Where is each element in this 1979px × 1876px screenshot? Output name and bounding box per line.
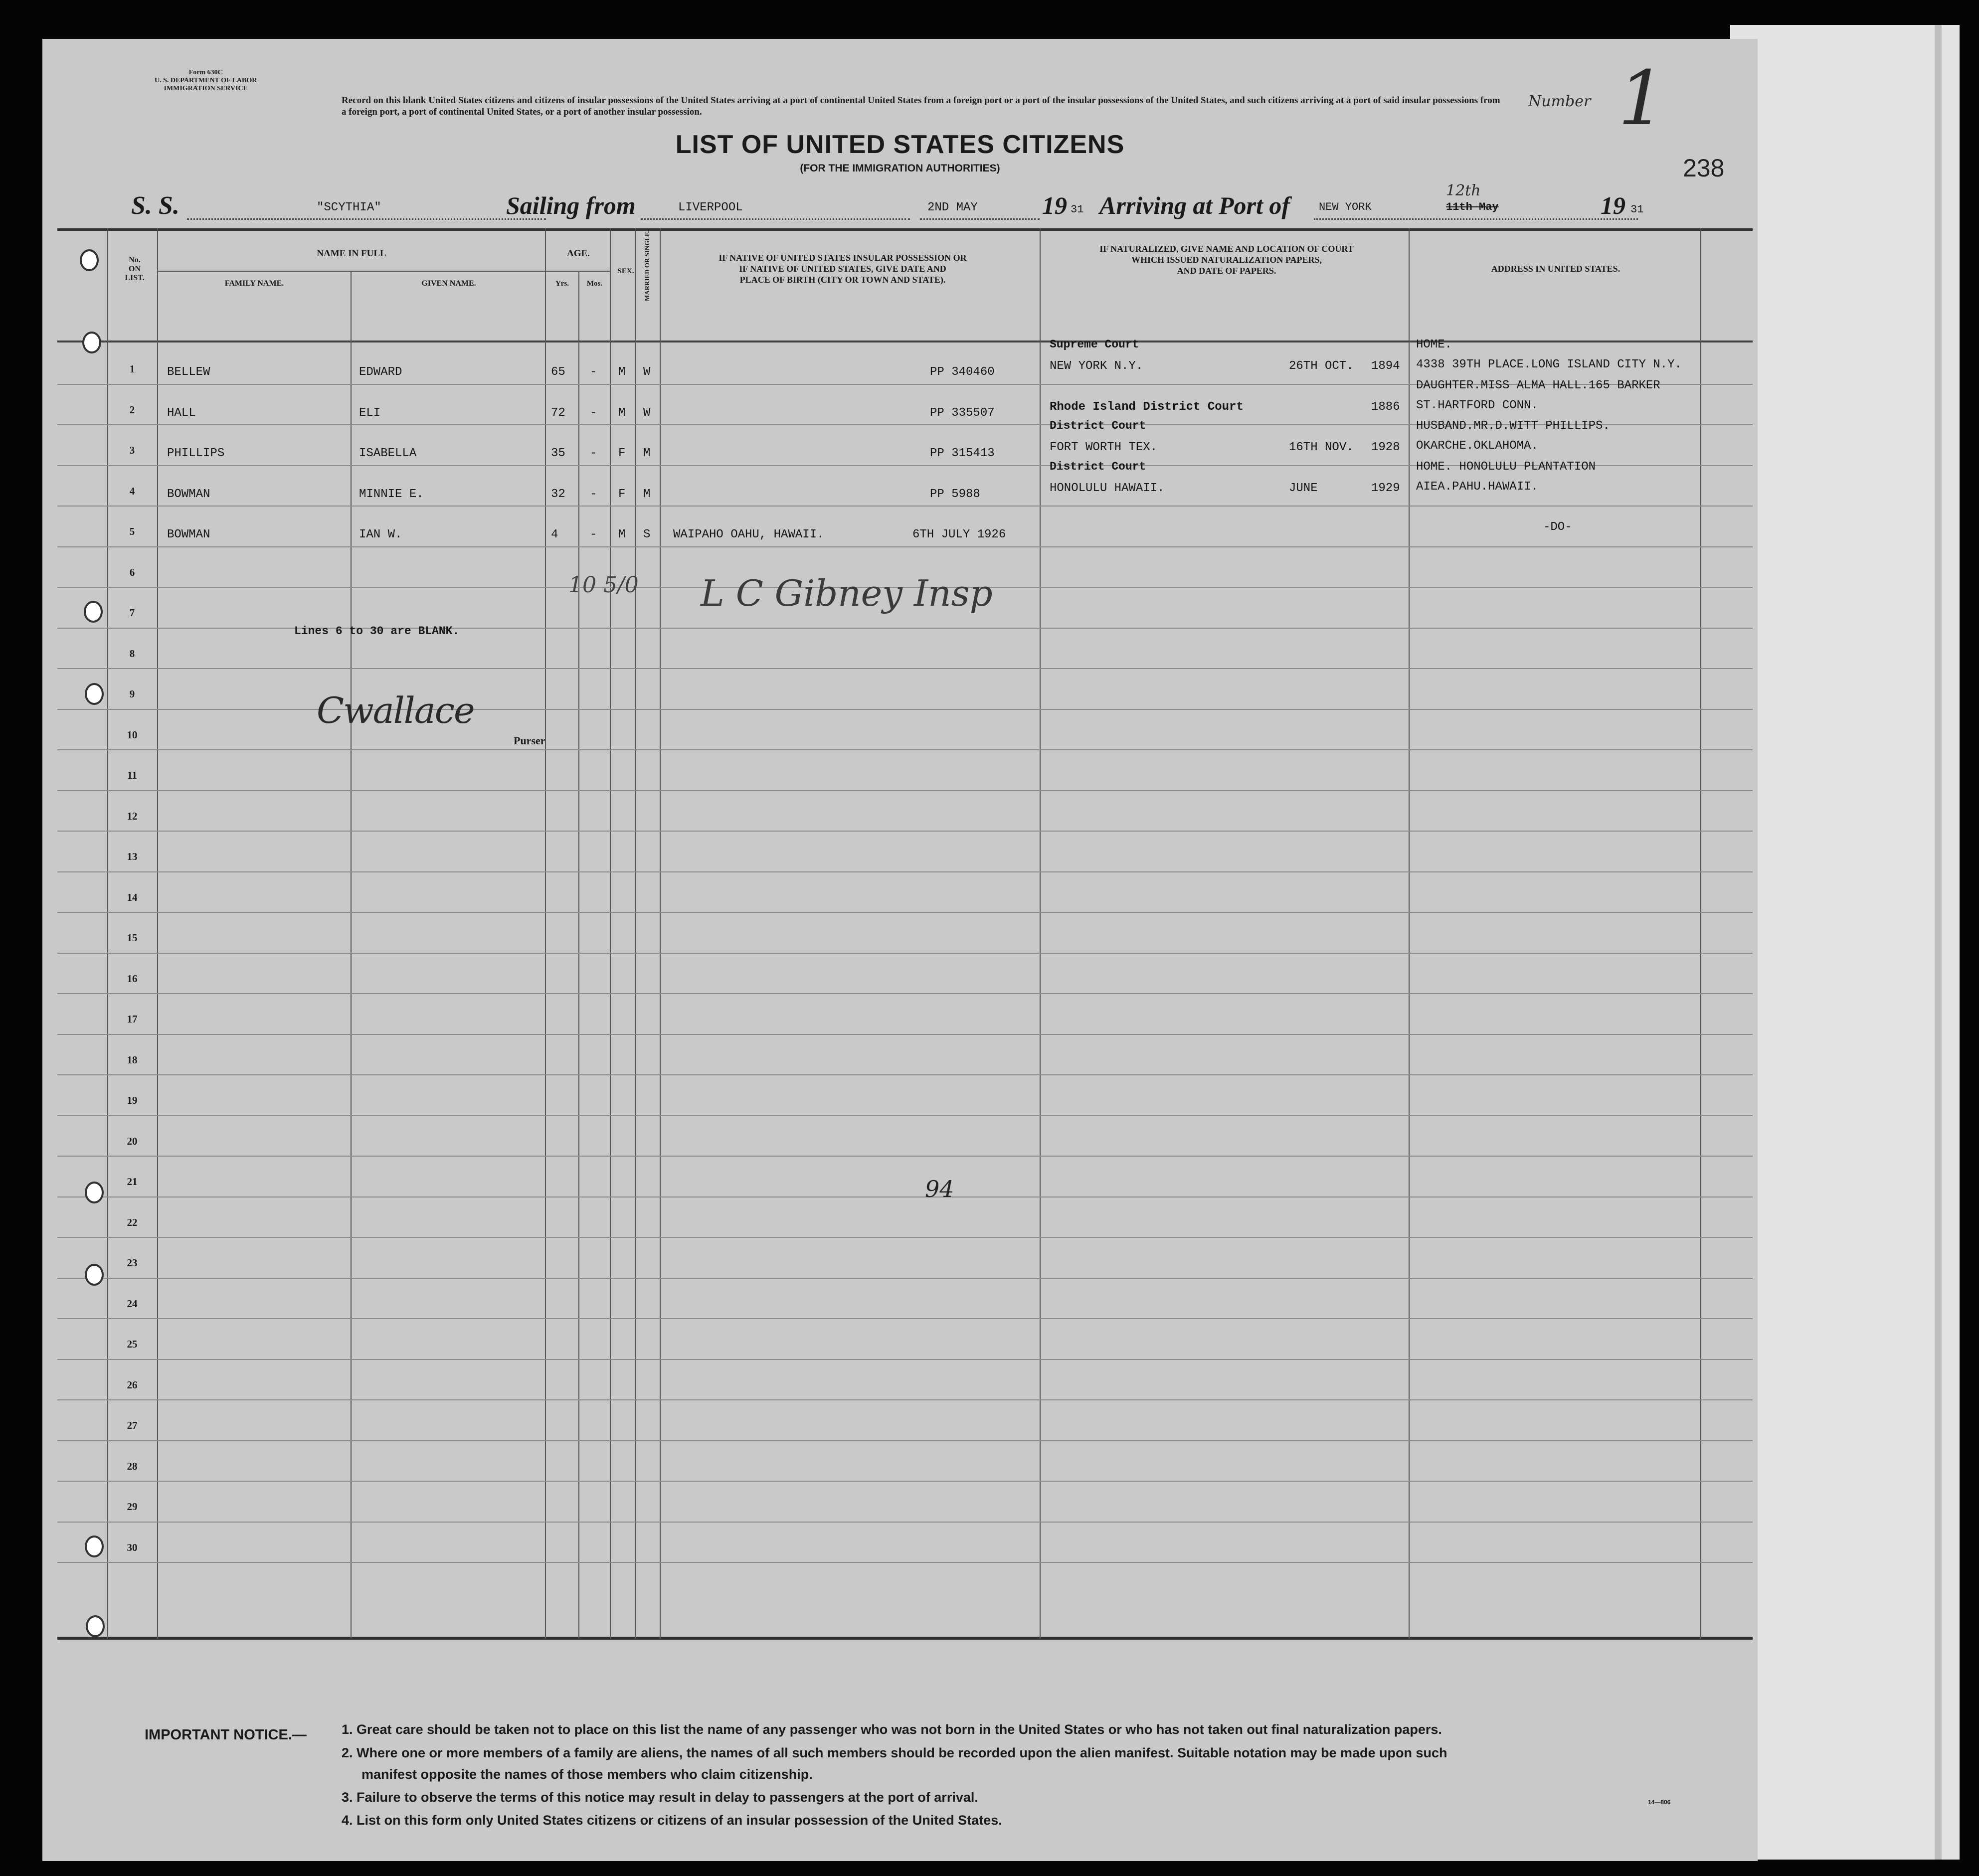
sailing-from: LIVERPOOL — [678, 201, 743, 214]
row-number: 7 — [129, 607, 135, 619]
inspector-signature: L C Gibney Insp — [701, 572, 993, 614]
header-age: AGE. — [567, 248, 590, 259]
arrival-port: NEW YORK — [1319, 201, 1372, 213]
row-number: 4 — [129, 485, 135, 497]
header-naturalization — [1042, 243, 1411, 276]
papers-year: 1929 — [1371, 481, 1400, 495]
header-sex: SEX. — [617, 267, 634, 275]
papers-date: 26TH OCT. — [1289, 359, 1354, 373]
ship-underline — [187, 218, 546, 220]
col-rule-naturalization — [1409, 228, 1410, 1639]
col-rule-married — [660, 228, 661, 1639]
sex: M — [618, 365, 626, 379]
row-rule — [57, 1481, 1753, 1482]
col-rule-family — [351, 271, 352, 1639]
court-location: Rhode Island District Court — [1050, 400, 1244, 414]
sailing-date: 2ND MAY — [927, 201, 978, 214]
col-rule-margin — [107, 228, 108, 1639]
number-label: Number — [1528, 93, 1591, 110]
address-line-1: HUSBAND.MR.D.WITT PHILLIPS. — [1416, 419, 1610, 433]
passport-number: PP 335507 — [930, 406, 995, 420]
col-rule-yrs — [578, 271, 579, 1639]
row-rule — [57, 1196, 1753, 1197]
address-line-2: OKARCHE.OKLAHOMA. — [1416, 439, 1538, 453]
court-location: HONOLULU HAWAII. — [1050, 481, 1165, 495]
form-id — [155, 69, 257, 93]
row-rule — [57, 871, 1753, 872]
header-birthplace-3: PLACE OF BIRTH (CITY OR TOWN AND STATE). — [739, 275, 946, 285]
marital-status: M — [643, 447, 651, 460]
papers-year: 1886 — [1371, 400, 1400, 414]
address-line-2: 4338 39TH PLACE.LONG ISLAND CITY N.Y. — [1416, 358, 1682, 371]
row-number: 1 — [129, 363, 135, 375]
row-rule — [57, 1034, 1753, 1035]
col-rule-sex — [635, 228, 636, 1639]
marital-status: W — [643, 365, 651, 379]
sex: M — [618, 406, 626, 420]
papers-year: 1928 — [1371, 441, 1400, 454]
court-name: District Court — [1050, 460, 1146, 473]
marital-status: S — [643, 528, 651, 541]
handwritten-count: 94 — [925, 1176, 954, 1202]
header-family-name: FAMILY NAME. — [224, 279, 284, 288]
row-number: 18 — [127, 1053, 138, 1066]
age-years: 32 — [551, 487, 565, 501]
address-line-2: -DO- — [1543, 520, 1572, 534]
sailing-year: 31 — [1071, 203, 1084, 216]
notice-1: 1. Great care should be taken not to place on this list the name of any passenger who was not born in the United States or who has not taken out final naturalization papers. — [342, 1722, 1442, 1737]
row-number: 10 — [127, 728, 138, 741]
row-number: 8 — [129, 647, 135, 660]
court-location: NEW YORK N.Y. — [1050, 359, 1143, 373]
col-rule-given — [545, 228, 546, 1639]
birth-date: 6TH JULY 1926 — [912, 528, 1006, 541]
family-name: HALL — [167, 406, 196, 420]
row-rule — [57, 749, 1753, 750]
arrival-year: 31 — [1630, 203, 1644, 216]
year-prefix: 19 — [1042, 191, 1067, 219]
age-years: 72 — [551, 406, 565, 420]
row-number: 22 — [127, 1216, 138, 1228]
binder-hole — [86, 1615, 105, 1637]
row-rule — [57, 1237, 1753, 1238]
address-line-1: DAUGHTER.MISS ALMA HALL.165 BARKER — [1416, 378, 1660, 392]
col-rule-mos — [610, 228, 611, 1639]
sex: F — [618, 447, 626, 460]
row-rule — [57, 1278, 1753, 1279]
given-name: EDWARD — [359, 365, 402, 379]
row-number: 3 — [129, 444, 135, 456]
papers-year: 1894 — [1371, 359, 1400, 373]
header-birthplace — [661, 252, 1025, 285]
notice-2-cont: manifest opposite the names of those members who claim citizenship. — [361, 1767, 813, 1782]
header-no-1: No. — [129, 256, 141, 264]
header-bottom-rule — [57, 341, 1753, 342]
age-months: - — [590, 487, 597, 501]
header-birthplace-1: IF NATIVE OF UNITED STATES INSULAR POSSESSION OR — [719, 253, 967, 263]
age-years: 65 — [551, 365, 565, 379]
arrival-date: 11th May — [1446, 201, 1499, 213]
row-rule — [57, 668, 1753, 669]
family-name: PHILLIPS — [167, 447, 225, 460]
table-bottom-rule — [57, 1637, 1753, 1640]
age-years: 4 — [551, 528, 558, 541]
row-rule — [57, 1359, 1753, 1360]
row-rule — [57, 1156, 1753, 1157]
page-title: LIST OF UNITED STATES CITIZENS — [675, 130, 1125, 159]
number-value: 1 — [1618, 55, 1666, 142]
from-underline — [641, 218, 910, 220]
row-number: 15 — [127, 932, 138, 944]
row-number: 27 — [127, 1419, 138, 1431]
header-name-in-full: NAME IN FULL — [317, 248, 386, 259]
back-sheet-edge — [1935, 25, 1942, 1860]
row-rule — [57, 1318, 1753, 1319]
row-rule — [57, 1399, 1753, 1400]
row-number: 28 — [127, 1460, 138, 1472]
row-number: 17 — [127, 1013, 138, 1025]
manifest-table — [57, 228, 1753, 1642]
header-no-2: ON — [129, 265, 141, 273]
row-number: 19 — [127, 1094, 138, 1106]
age-months: - — [590, 406, 597, 420]
age-months: - — [590, 447, 597, 460]
binder-hole — [82, 332, 101, 353]
form-number: Form 630C — [188, 69, 223, 76]
subheader-rule — [157, 271, 611, 272]
family-name: BOWMAN — [167, 487, 210, 501]
notice-4: 4. List on this form only United States citizens or citizens of an insular possession of the United States. — [342, 1813, 1002, 1828]
row-number: 29 — [127, 1501, 138, 1513]
age-years: 35 — [551, 447, 565, 460]
page-number: 238 — [1683, 154, 1725, 182]
marital-status: M — [643, 487, 651, 501]
address-line-2: ST.HARTFORD CONN. — [1416, 398, 1538, 412]
row-number: 25 — [127, 1338, 138, 1350]
binder-hole — [84, 601, 103, 623]
row-rule — [57, 1074, 1753, 1075]
given-name: IAN W. — [359, 528, 402, 541]
given-name: MINNIE E. — [359, 487, 424, 501]
row-rule — [57, 1522, 1753, 1523]
row-number: 30 — [127, 1541, 138, 1553]
row-rule — [57, 912, 1753, 913]
back-sheet — [1730, 25, 1960, 1860]
header-naturalization-1: IF NATURALIZED, GIVE NAME AND LOCATION OF COURT — [1099, 244, 1354, 254]
papers-date: JUNE — [1289, 481, 1318, 495]
row-rule — [57, 1115, 1753, 1116]
birthplace: WAIPAHO OAHU, HAWAII. — [673, 528, 824, 541]
row-rule — [57, 831, 1753, 832]
header-yrs: Yrs. — [555, 280, 569, 288]
row-rule — [57, 1562, 1753, 1563]
arriving-label: Arriving at Port of — [1099, 191, 1290, 219]
row-number: 13 — [127, 851, 138, 862]
col-rule-birth — [1040, 228, 1041, 1639]
family-name: BELLEW — [167, 365, 210, 379]
header-given-name: GIVEN NAME. — [421, 279, 476, 288]
age-months: - — [590, 528, 597, 541]
department: U. S. DEPARTMENT OF LABOR — [155, 77, 257, 84]
row-number: 24 — [127, 1297, 138, 1310]
row-number: 11 — [127, 769, 137, 781]
purser-signature: Cwallace — [317, 689, 474, 731]
header-no — [112, 256, 157, 283]
notice-2: 2. Where one or more members of a family are aliens, the names of all such members should be recorded upon the alien manifest. Suitable notation may be made upon such — [342, 1745, 1447, 1760]
papers-date: 16TH NOV. — [1289, 441, 1354, 454]
passport-number: PP 340460 — [930, 365, 995, 379]
blank-lines-note: Lines 6 to 30 are BLANK. — [294, 625, 460, 638]
service: IMMIGRATION SERVICE — [164, 85, 248, 92]
given-name: ISABELLA — [359, 447, 417, 460]
purser-label: Purser — [514, 734, 545, 747]
row-number: 2 — [129, 403, 135, 416]
table-top-rule — [57, 228, 1753, 231]
instructions: Record on this blank United States citizens and citizens of insular possessions of the United States arriving at a port of continental United States from a foreign port or a port of the insular possessions of the United States, and such citizens arriving at a port of said insular possessions from a foreign port, a port of continental United States, or a port of another insular possession. — [342, 95, 1500, 117]
age-months: - — [590, 365, 597, 379]
court-name: Supreme Court — [1050, 338, 1139, 351]
binder-hole — [80, 249, 99, 271]
arrival-date-handwritten: 12th — [1446, 182, 1481, 199]
arrival-underline — [1314, 218, 1638, 220]
row-number: 26 — [127, 1378, 138, 1391]
sailing-label: Sailing from — [506, 191, 636, 219]
sex: M — [618, 528, 626, 541]
court-location: FORT WORTH TEX. — [1050, 441, 1158, 454]
header-address: ADDRESS IN UNITED STATES. — [1491, 264, 1620, 274]
marital-status: W — [643, 406, 651, 420]
given-name: ELI — [359, 406, 381, 420]
ss-label: S. S. — [131, 191, 180, 220]
header-mos: Mos. — [586, 280, 603, 288]
notice-3: 3. Failure to observe the terms of this notice may result in delay to passengers at the port of arrival. — [342, 1790, 978, 1805]
row-rule — [57, 546, 1753, 547]
row-rule — [57, 993, 1753, 994]
address-line-1: HOME. HONOLULU PLANTATION — [1416, 460, 1596, 474]
header-no-3: LIST. — [125, 274, 145, 282]
date-underline — [920, 218, 1040, 220]
binder-hole — [85, 1182, 104, 1203]
row-number: 9 — [129, 688, 135, 700]
row-number: 6 — [129, 566, 135, 578]
binder-hole — [85, 1264, 104, 1286]
notice-title: IMPORTANT NOTICE.— — [145, 1727, 307, 1743]
passport-number: PP 315413 — [930, 447, 995, 460]
family-name: BOWMAN — [167, 528, 210, 541]
header-naturalization-3: AND DATE OF PAPERS. — [1177, 266, 1276, 276]
court-name: District Court — [1050, 419, 1146, 432]
voyage-line — [42, 182, 1758, 226]
row-number: 5 — [129, 525, 135, 537]
arrival-year-prefix: 19 — [1601, 191, 1625, 219]
row-number: 14 — [127, 891, 138, 903]
row-number: 21 — [127, 1176, 138, 1188]
sex: F — [618, 487, 626, 501]
header-birthplace-2: IF NATIVE OF UNITED STATES, GIVE DATE AND — [739, 264, 946, 274]
row-rule — [57, 506, 1753, 507]
address-line-2: AIEA.PAHU.HAWAII. — [1416, 480, 1538, 494]
row-rule — [57, 1440, 1753, 1441]
col-rule-no — [157, 228, 158, 1639]
row-number: 12 — [127, 810, 138, 822]
ship-name: "SCYTHIA" — [317, 201, 381, 214]
passport-number: PP 5988 — [930, 487, 980, 501]
row-number: 20 — [127, 1135, 138, 1147]
binder-hole — [85, 1535, 104, 1557]
handwritten-fraction: 10 5/0 — [568, 572, 639, 598]
page-subtitle: (FOR THE IMMIGRATION AUTHORITIES) — [800, 163, 1000, 174]
row-rule — [57, 790, 1753, 791]
manifest-sheet — [42, 39, 1758, 1861]
address-line-1: HOME. — [1416, 338, 1452, 351]
row-rule — [57, 709, 1753, 710]
row-number: 23 — [127, 1257, 138, 1269]
row-rule — [57, 953, 1753, 954]
form-footer-code: 14—806 — [1648, 1799, 1671, 1806]
row-number: 16 — [127, 972, 138, 985]
header-naturalization-2: WHICH ISSUED NATURALIZATION PAPERS, — [1131, 255, 1322, 265]
col-rule-address — [1700, 228, 1701, 1639]
header-married-or-single: MARRIED OR SINGLE. — [643, 230, 651, 301]
binder-hole — [85, 683, 104, 705]
